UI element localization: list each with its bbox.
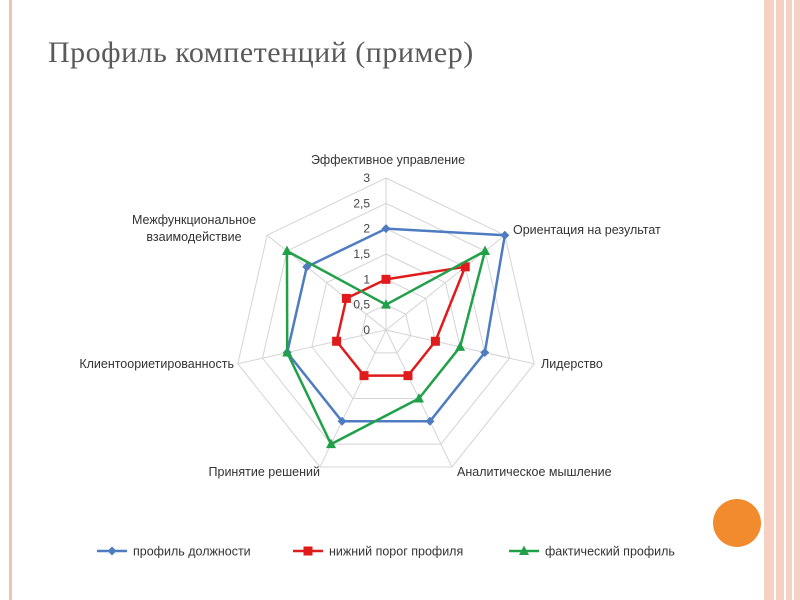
legend-label: фактический профиль [545, 544, 675, 559]
data-point [480, 246, 490, 256]
tick-label: 2,5 [353, 196, 370, 211]
legend-label: нижний порог профиля [329, 544, 464, 559]
axis-label: Ориентация на результат [513, 223, 661, 237]
data-point [332, 337, 341, 346]
chart-legend [97, 545, 675, 559]
decorative-circle [713, 499, 761, 547]
tick-label: 0 [363, 323, 370, 337]
data-point [304, 547, 313, 556]
axis-label: Принятие решений [208, 465, 320, 479]
axis-label: Эффективное управление [310, 153, 466, 167]
axis-label: Лидерство [541, 357, 603, 371]
data-point [342, 294, 351, 303]
axis-labels [79, 153, 661, 479]
axis-label: Межфункциональное взаимодействие [131, 213, 257, 244]
tick-label: 2 [363, 221, 370, 236]
data-point [282, 246, 292, 256]
data-point [431, 337, 440, 346]
axis-label: Аналитическое мышление [457, 465, 612, 479]
data-point [382, 224, 391, 233]
tick-label: 3 [363, 171, 370, 185]
data-point [108, 547, 117, 556]
data-point [403, 371, 412, 380]
slide-title: Профиль компетенций (пример) [48, 36, 474, 69]
axis-label: Клиентоориетированность [79, 357, 234, 371]
radial-tick-labels [353, 171, 370, 337]
legend-label: профиль должности [133, 544, 251, 559]
tick-label: 1 [363, 272, 370, 287]
tick-label: 1,5 [353, 247, 370, 261]
data-point [382, 275, 391, 284]
data-point [360, 371, 369, 380]
data-series [282, 221, 509, 448]
tick-label: 0,5 [353, 297, 370, 312]
